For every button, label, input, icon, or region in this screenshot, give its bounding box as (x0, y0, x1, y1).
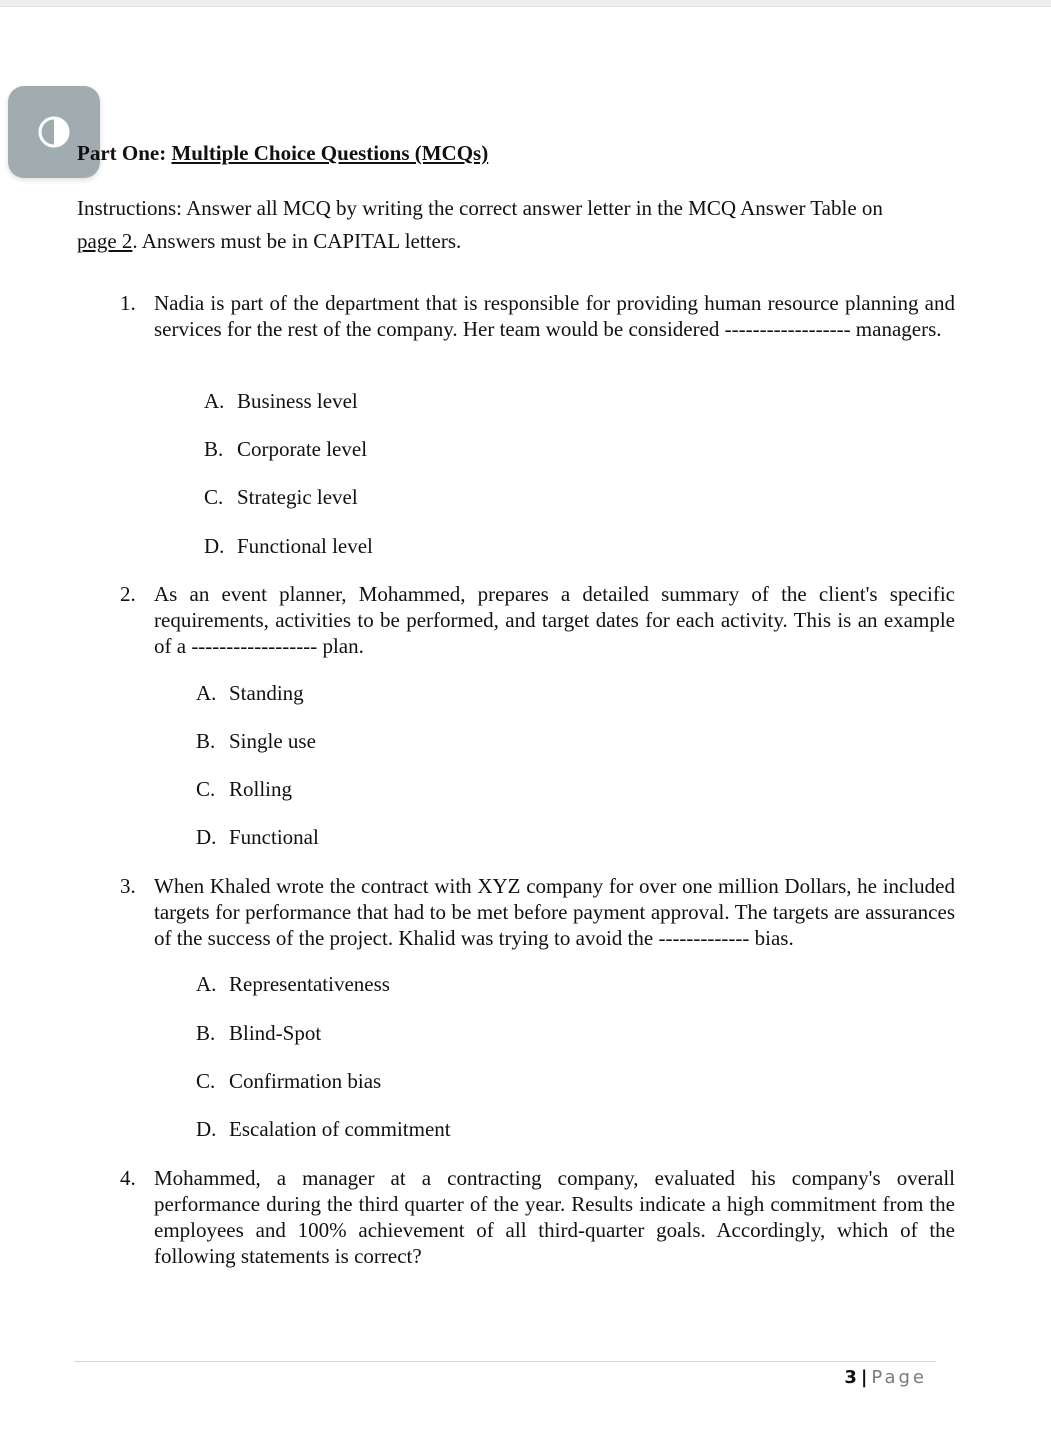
question-number: 2. (120, 582, 136, 606)
option-1b (204, 437, 367, 462)
question-2 (120, 581, 955, 659)
option-3c (196, 1069, 381, 1094)
option-2c (196, 777, 292, 802)
question-text: As an event planner, Mohammed, prepares a detailed summary of the client's specific requirements, activities to be performed, and target dates for each activity. This is an example of a ------------------ plan. (154, 582, 955, 658)
option-text: Business level (237, 389, 358, 413)
half-circle-contrast-icon (37, 115, 71, 149)
part-heading (77, 141, 488, 166)
page-footer (844, 1367, 927, 1388)
question-number: 1. (120, 291, 136, 315)
page-2-link[interactable]: page 2 (77, 229, 133, 253)
option-1a (204, 389, 358, 414)
option-letter: D. (204, 534, 225, 558)
option-letter: C. (196, 1069, 216, 1093)
option-text: Functional level (237, 534, 373, 558)
instructions-text-end: . Answers must be in CAPITAL letters. (132, 229, 462, 253)
option-text: Corporate level (237, 437, 368, 461)
question-number: 4. (120, 1166, 136, 1190)
option-text: Escalation of commitment (229, 1117, 451, 1141)
option-1c (204, 485, 358, 510)
question-text: Nadia is part of the department that is responsible for providing human resource planning and services for the rest of the company. Her team would be considered ------------------ managers. (154, 291, 955, 341)
option-letter: B. (196, 1021, 216, 1045)
option-text: Strategic level (237, 485, 358, 509)
option-3a (196, 972, 390, 997)
option-text: Confirmation bias (229, 1069, 382, 1093)
option-letter: C. (196, 777, 216, 801)
instructions (77, 192, 957, 258)
option-text: Standing (229, 681, 304, 705)
option-text: Representativeness (229, 972, 390, 996)
part-label: Part One: (77, 141, 167, 165)
question-text: When Khaled wrote the contract with XYZ company for over one million Dollars, he included targets for performance that had to be met before payment approval. The targets are assurances of the success of the project. Khalid was trying to avoid the ------------- bias. (154, 874, 955, 950)
section-title: Multiple Choice Questions (MCQs) (171, 141, 489, 165)
footer-divider (74, 1361, 936, 1362)
option-3b (196, 1021, 321, 1046)
footer-separator: | (860, 1367, 868, 1388)
option-2d (196, 825, 319, 850)
option-letter: A. (196, 681, 217, 705)
question-3 (120, 873, 955, 951)
option-2a (196, 681, 304, 706)
option-letter: D. (196, 1117, 217, 1141)
option-text: Single use (229, 729, 316, 753)
option-letter: A. (196, 972, 217, 996)
option-text: Blind-Spot (229, 1021, 322, 1045)
question-text: Mohammed, a manager at a contracting company, evaluated his company's overall performance during the third quarter of the year. Results indicate a high commitment from the employees and 100% achievement of all third-quarter goals. Accordingly, which of the following statements is correct? (154, 1166, 955, 1268)
page-label: Page (871, 1367, 927, 1388)
page-number: 3 (844, 1367, 857, 1388)
option-letter: B. (196, 729, 216, 753)
option-text: Functional (229, 825, 319, 849)
question-4 (120, 1165, 955, 1269)
top-border (0, 0, 1051, 7)
question-number: 3. (120, 874, 136, 898)
option-3d (196, 1117, 451, 1142)
question-1 (120, 290, 955, 342)
instructions-text: Instructions: Answer all MCQ by writing the correct answer letter in the MCQ Answer Table on (77, 196, 883, 220)
option-letter: B. (204, 437, 224, 461)
option-1d (204, 534, 373, 559)
option-text: Rolling (229, 777, 293, 801)
option-2b (196, 729, 316, 754)
option-letter: C. (204, 485, 224, 509)
option-letter: A. (204, 389, 225, 413)
option-letter: D. (196, 825, 217, 849)
